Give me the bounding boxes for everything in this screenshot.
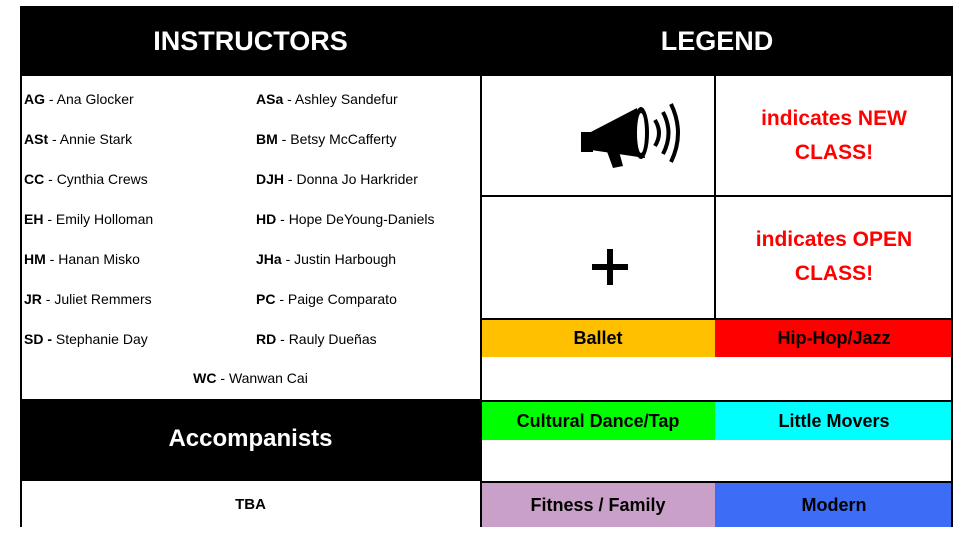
instructor-entry: EH - Emily Holloman	[24, 211, 154, 227]
legend-header	[481, 6, 953, 76]
legend-open-icon-cell	[481, 196, 715, 318]
category-cultural-dance-tap: Cultural Dance/Tap	[481, 402, 715, 440]
plus-icon	[590, 247, 630, 287]
category-hip-hop-jazz: Hip-Hop/Jazz	[715, 320, 953, 357]
instructor-entry: DJH - Donna Jo Harkrider	[256, 171, 418, 187]
instructor-entry: JR - Juliet Remmers	[24, 291, 152, 307]
category-fitness-family: Fitness / Family	[481, 483, 715, 527]
legend-open-line2: CLASS!	[794, 262, 874, 285]
accompanists-title: Accompanists	[168, 425, 333, 452]
schedule-key-panel	[20, 6, 953, 527]
instructor-entry: AG - Ana Glocker	[24, 91, 134, 107]
legend-open-class-cell	[715, 196, 953, 318]
divider	[481, 400, 953, 402]
instructor-entry: WC - Wanwan Cai	[193, 370, 308, 386]
accompanists-value: TBA	[235, 495, 266, 513]
instructor-entry: RD - Rauly Dueñas	[256, 331, 377, 347]
instructor-entry: ASa - Ashley Sandefur	[256, 91, 398, 107]
divider	[951, 76, 953, 527]
accompanists-header	[20, 399, 481, 481]
instructors-header	[20, 6, 481, 76]
instructors-title: INSTRUCTORS	[153, 25, 348, 56]
instructors-list	[20, 76, 481, 399]
divider	[481, 318, 953, 320]
instructor-entry: BM - Betsy McCafferty	[256, 131, 397, 147]
divider	[20, 76, 22, 399]
legend-open-line1: indicates OPEN	[755, 228, 913, 251]
legend-new-icon-cell	[481, 76, 715, 196]
divider	[480, 76, 482, 527]
accompanists-value-cell	[20, 481, 481, 527]
instructor-entry: CC - Cynthia Crews	[24, 171, 148, 187]
divider	[481, 481, 953, 483]
instructor-entry: JHa - Justin Harbough	[256, 251, 397, 267]
instructor-entry: HD - Hope DeYoung-Daniels	[256, 211, 435, 227]
divider	[20, 481, 22, 527]
category-modern: Modern	[715, 483, 953, 527]
category-ballet: Ballet	[481, 320, 715, 357]
category-little-movers: Little Movers	[715, 402, 953, 440]
legend-new-line1: indicates NEW	[761, 107, 907, 130]
legend-new-class-cell	[715, 76, 953, 196]
divider	[481, 195, 953, 197]
legend-title: LEGEND	[660, 25, 774, 56]
instructor-entry: SD - Stephanie Day	[24, 331, 148, 347]
instructor-entry: ASt - Annie Stark	[24, 131, 133, 147]
legend-new-line2: CLASS!	[794, 141, 874, 164]
megaphone-icon	[575, 94, 685, 174]
divider	[714, 76, 716, 318]
instructor-entry: HM - Hanan Misko	[24, 251, 140, 267]
instructor-entry: PC - Paige Comparato	[256, 291, 397, 307]
